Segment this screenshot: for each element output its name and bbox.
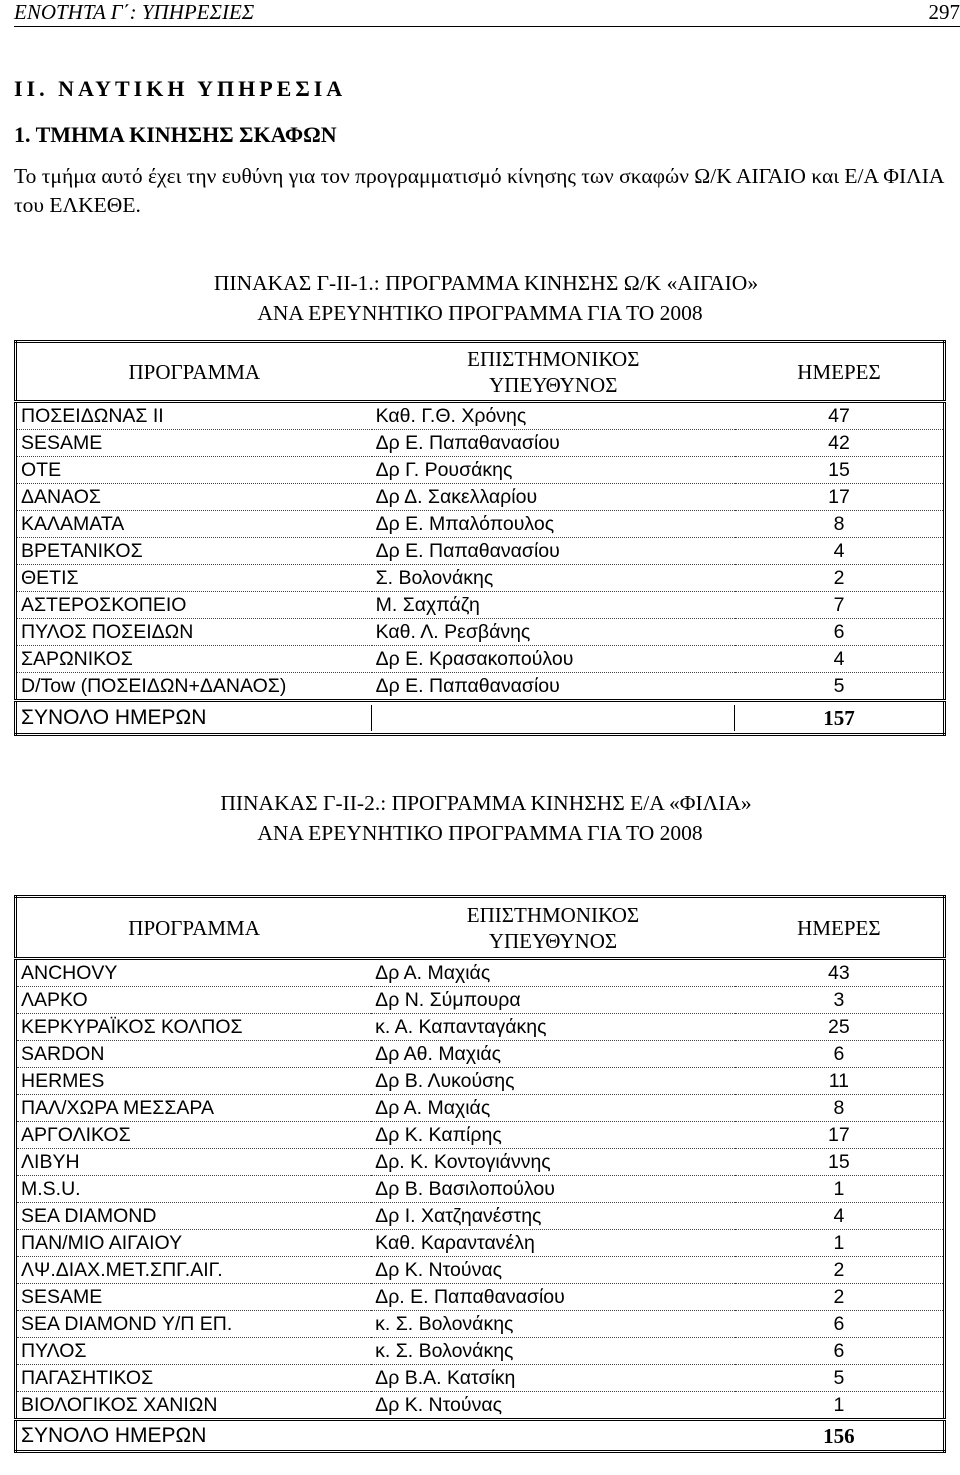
scientist-cell: Καθ. Καραντανέλη — [371, 1230, 735, 1257]
program-cell: D/Tow (ΠΟΣΕΙΔΩΝ+ΔΑΝΑΟΣ) — [21, 675, 287, 697]
total-label: ΣΥΝΟΛΟ ΗΜΕΡΩΝ — [16, 701, 372, 735]
program-cell: ΘΕΤΙΣ — [16, 565, 372, 592]
scientist-cell: Δρ Ν. Σύμπουρα — [371, 987, 735, 1014]
program-cell: ΔΑΝΑΟΣ — [16, 484, 372, 511]
scientist-cell: Δρ Αθ. Μαχιάς — [371, 1041, 735, 1068]
header-scientist — [372, 342, 735, 402]
program-cell: ΠΑΓΑΣΗΤΙΚΟΣ — [16, 1365, 372, 1392]
program-cell: ΠΟΣΕΙΔΩΝΑΣ ΙΙ — [16, 402, 372, 430]
table2-total-row — [16, 1420, 945, 1452]
days-cell: 4 — [735, 1203, 945, 1230]
header-days: ΗΜΕΡΕΣ — [735, 342, 945, 402]
table-row — [16, 619, 945, 646]
scientist-cell: Δρ Ε. Κρασακοπούλου — [372, 646, 735, 673]
program-cell: ΠΥΛΟΣ — [16, 1338, 372, 1365]
scientist-cell: Δρ Κ. Ντούνας — [371, 1257, 735, 1284]
header-scientist-line2: ΥΠΕΥΘΥΝΟΣ — [489, 372, 618, 397]
table1-caption-line1: ΠΙΝΑΚΑΣ Γ-ΙΙ-1.: ΠΡΟΓΡΑΜΜΑ ΚΙΝΗΣΗΣ Ω/Κ «ΑΙΓΑΙΟ» — [213, 271, 759, 295]
table-row — [16, 1122, 945, 1149]
header-scientist-line1: ΕΠΙΣΤΗΜΟΝΙΚΟΣ — [466, 902, 640, 927]
days-cell: 3 — [735, 987, 945, 1014]
program-cell: SESAME — [16, 1284, 372, 1311]
table1-caption — [0, 268, 960, 328]
days-cell: 1 — [833, 1394, 845, 1416]
days-cell: 4 — [735, 646, 945, 673]
days-cell: 17 — [735, 484, 945, 511]
table-row — [16, 1365, 945, 1392]
scientist-cell: κ. Σ. Βολονάκης — [371, 1311, 735, 1338]
table-row — [16, 1203, 945, 1230]
table-row — [16, 430, 945, 457]
scientist-cell: Δρ Β.Α. Κατσίκη — [371, 1365, 735, 1392]
days-cell: 8 — [735, 511, 945, 538]
scientist-cell: Δρ Α. Μαχιάς — [371, 1095, 735, 1122]
section-title: ΙΙ. ΝΑΥΤΙΚΗ ΥΠΗΡΕΣΙΑ — [14, 76, 347, 101]
scientist-cell: Καθ. Γ.Θ. Χρόνης — [372, 402, 735, 430]
scientist-cell: Δρ. Ε. Παπαθανασίου — [371, 1284, 735, 1311]
table-row — [16, 457, 945, 484]
days-cell: 25 — [735, 1014, 945, 1041]
scientist-cell: Μ. Σαχπάζη — [372, 592, 735, 619]
days-cell: 5 — [735, 1365, 945, 1392]
table-row — [16, 1041, 945, 1068]
program-cell: M.S.U. — [16, 1176, 372, 1203]
table-row — [16, 1068, 945, 1095]
header-scientist-line1: ΕΠΙΣΤΗΜΟΝΙΚΟΣ — [467, 346, 640, 371]
table-row — [16, 1230, 945, 1257]
total-spacer — [372, 701, 735, 735]
scientist-cell: Δρ. Κ. Κοντογιάννης — [371, 1149, 735, 1176]
table-row — [16, 1149, 945, 1176]
table-row — [16, 1014, 945, 1041]
scientist-cell: Δρ Κ. Ντούνας — [375, 1394, 502, 1416]
program-cell: ANCHOVY — [16, 959, 372, 987]
days-cell: 6 — [735, 1041, 945, 1068]
program-cell: SEA DIAMOND Υ/Π ΕΠ. — [16, 1311, 372, 1338]
table-row — [16, 1257, 945, 1284]
table2-caption — [0, 788, 960, 848]
table2-header-row — [16, 897, 945, 959]
scientist-cell: Δρ Ε. Μπαλόπουλος — [372, 511, 735, 538]
table-row — [16, 673, 945, 701]
scientist-cell: Δρ Α. Μαχιάς — [371, 959, 735, 987]
scientist-cell: κ. Α. Καπανταγάκης — [371, 1014, 735, 1041]
program-cell: ΑΣΤΕΡΟΣΚΟΠΕΙΟ — [16, 592, 372, 619]
days-cell: 43 — [735, 959, 945, 987]
table-row — [16, 987, 945, 1014]
days-cell: 1 — [735, 1230, 945, 1257]
table1-total-row — [16, 701, 945, 735]
table-row — [16, 565, 945, 592]
table1-body — [16, 402, 945, 701]
table1-caption-line2: ΑΝΑ ΕΡΕΥΝΗΤΙΚΟ ΠΡΟΓΡΑΜΜΑ ΓΙΑ ΤΟ 2008 — [257, 301, 703, 325]
total-label: ΣΥΝΟΛΟ ΗΜΕΡΩΝ — [16, 1420, 372, 1452]
days-cell: 42 — [735, 430, 945, 457]
days-cell: 15 — [735, 457, 945, 484]
table2-caption-line2: ΑΝΑ ΕΡΕΥΝΗΤΙΚΟ ΠΡΟΓΡΑΜΜΑ ΓΙΑ ΤΟ 2008 — [257, 821, 703, 845]
header-program: ΠΡΟΓΡΑΜΜΑ — [16, 342, 372, 402]
days-cell: 2 — [735, 565, 945, 592]
days-cell: 7 — [735, 592, 945, 619]
days-cell: 17 — [735, 1122, 945, 1149]
scientist-cell: Δρ Β. Λυκούσης — [371, 1068, 735, 1095]
table-row — [16, 538, 945, 565]
header-scientist — [371, 897, 735, 959]
page-number: 297 — [928, 0, 960, 24]
header-program: ΠΡΟΓΡΑΜΜΑ — [16, 897, 372, 959]
scientist-cell: Καθ. Λ. Ρεσβάνης — [372, 619, 735, 646]
table2-caption-line1: ΠΙΝΑΚΑΣ Γ-ΙΙ-2.: ΠΡΟΓΡΑΜΜΑ ΚΙΝΗΣΗΣ Ε/Α «ΦΙΛΙΑ» — [220, 791, 752, 815]
scientist-cell: Δρ Β. Βασιλοπούλου — [371, 1176, 735, 1203]
total-days: 157 — [735, 701, 945, 735]
table-row — [16, 1311, 945, 1338]
program-cell: SARDON — [16, 1041, 372, 1068]
days-cell: 6 — [735, 1311, 945, 1338]
days-cell: 2 — [735, 1284, 945, 1311]
table-row — [16, 1176, 945, 1203]
table1 — [14, 340, 946, 736]
program-cell: ΒΙΟΛΟΓΙΚΟΣ ΧΑΝΙΩΝ — [21, 1394, 218, 1416]
table-row — [16, 1338, 945, 1365]
program-cell: SESAME — [16, 430, 372, 457]
header-days: ΗΜΕΡΕΣ — [735, 897, 945, 959]
program-cell: ΚΕΡΚΥΡΑΪΚΟΣ ΚΟΛΠΟΣ — [16, 1014, 372, 1041]
program-cell: ΛΙΒΥΗ — [16, 1149, 372, 1176]
scientist-cell: κ. Σ. Βολονάκης — [371, 1338, 735, 1365]
table-row — [16, 511, 945, 538]
days-cell: 6 — [735, 619, 945, 646]
program-cell: ΠΥΛΟΣ ΠΟΣΕΙΔΩΝ — [16, 619, 372, 646]
program-cell: HERMES — [16, 1068, 372, 1095]
table-row — [16, 1392, 945, 1420]
scientist-cell: Σ. Βολονάκης — [372, 565, 735, 592]
total-spacer — [371, 1420, 735, 1452]
days-cell: 6 — [735, 1338, 945, 1365]
program-cell: ΟΤΕ — [16, 457, 372, 484]
table-row — [16, 959, 945, 987]
header-scientist-line2: ΥΠΕΥΘΥΝΟΣ — [488, 928, 618, 953]
days-cell: 15 — [735, 1149, 945, 1176]
table1-header-row — [16, 342, 945, 402]
days-cell: 1 — [735, 1176, 945, 1203]
scientist-cell: Δρ Ε. Παπαθανασίου — [375, 675, 560, 697]
table-row — [16, 592, 945, 619]
program-cell: ΑΡΓΟΛΙΚΟΣ — [16, 1122, 372, 1149]
table2-body — [16, 959, 945, 1420]
table-row — [16, 1095, 945, 1122]
scientist-cell: Δρ Γ. Ρουσάκης — [372, 457, 735, 484]
days-cell: 2 — [735, 1257, 945, 1284]
subsection-title: 1. ΤΜΗΜΑ ΚΙΝΗΣΗΣ ΣΚΑΦΩΝ — [14, 122, 337, 147]
chapter-title: ΕΝΟΤΗΤΑ Γ΄: ΥΠΗΡΕΣΙΕΣ — [14, 0, 255, 24]
table-row — [16, 402, 945, 430]
program-cell: ΒΡΕΤΑΝΙΚΟΣ — [16, 538, 372, 565]
program-cell: SEA DIAMOND — [16, 1203, 372, 1230]
program-cell: ΣΑΡΩΝΙΚΟΣ — [16, 646, 372, 673]
scientist-cell: Δρ Δ. Σακελλαρίου — [372, 484, 735, 511]
days-cell: 47 — [735, 402, 945, 430]
days-cell: 4 — [735, 538, 945, 565]
days-cell: 8 — [735, 1095, 945, 1122]
total-days: 156 — [735, 1420, 945, 1452]
days-cell: 11 — [735, 1068, 945, 1095]
program-cell: ΠΑΝ/ΜΙΟ ΑΙΓΑΙΟΥ — [16, 1230, 372, 1257]
program-cell: ΛΑΡΚΟ — [16, 987, 372, 1014]
program-cell: ΚΑΛΑΜΑΤΑ — [16, 511, 372, 538]
scientist-cell: Δρ Ε. Παπαθανασίου — [372, 538, 735, 565]
scientist-cell: Δρ Ι. Χατζηανέστης — [371, 1203, 735, 1230]
days-cell: 5 — [833, 675, 845, 697]
program-cell: ΛΨ.ΔΙΑΧ.ΜΕΤ.ΣΠΓ.ΑΙΓ. — [16, 1257, 372, 1284]
page-header — [14, 0, 960, 27]
scientist-cell: Δρ Ε. Παπαθανασίου — [372, 430, 735, 457]
scientist-cell: Δρ Κ. Καπίρης — [371, 1122, 735, 1149]
table-row — [16, 646, 945, 673]
table-row — [16, 484, 945, 511]
table2 — [14, 895, 946, 1453]
table-row — [16, 1284, 945, 1311]
intro-paragraph: Το τμήμα αυτό έχει την ευθύνη για τον προγραμματισμό κίνησης των σκαφών Ω/Κ ΑΙΓΑΙΟ και Ε/Α ΦΙΛΙΑ του ΕΛΚΕΘΕ. — [14, 164, 944, 217]
program-cell: ΠΑΛ/ΧΩΡΑ ΜΕΣΣΑΡΑ — [16, 1095, 372, 1122]
